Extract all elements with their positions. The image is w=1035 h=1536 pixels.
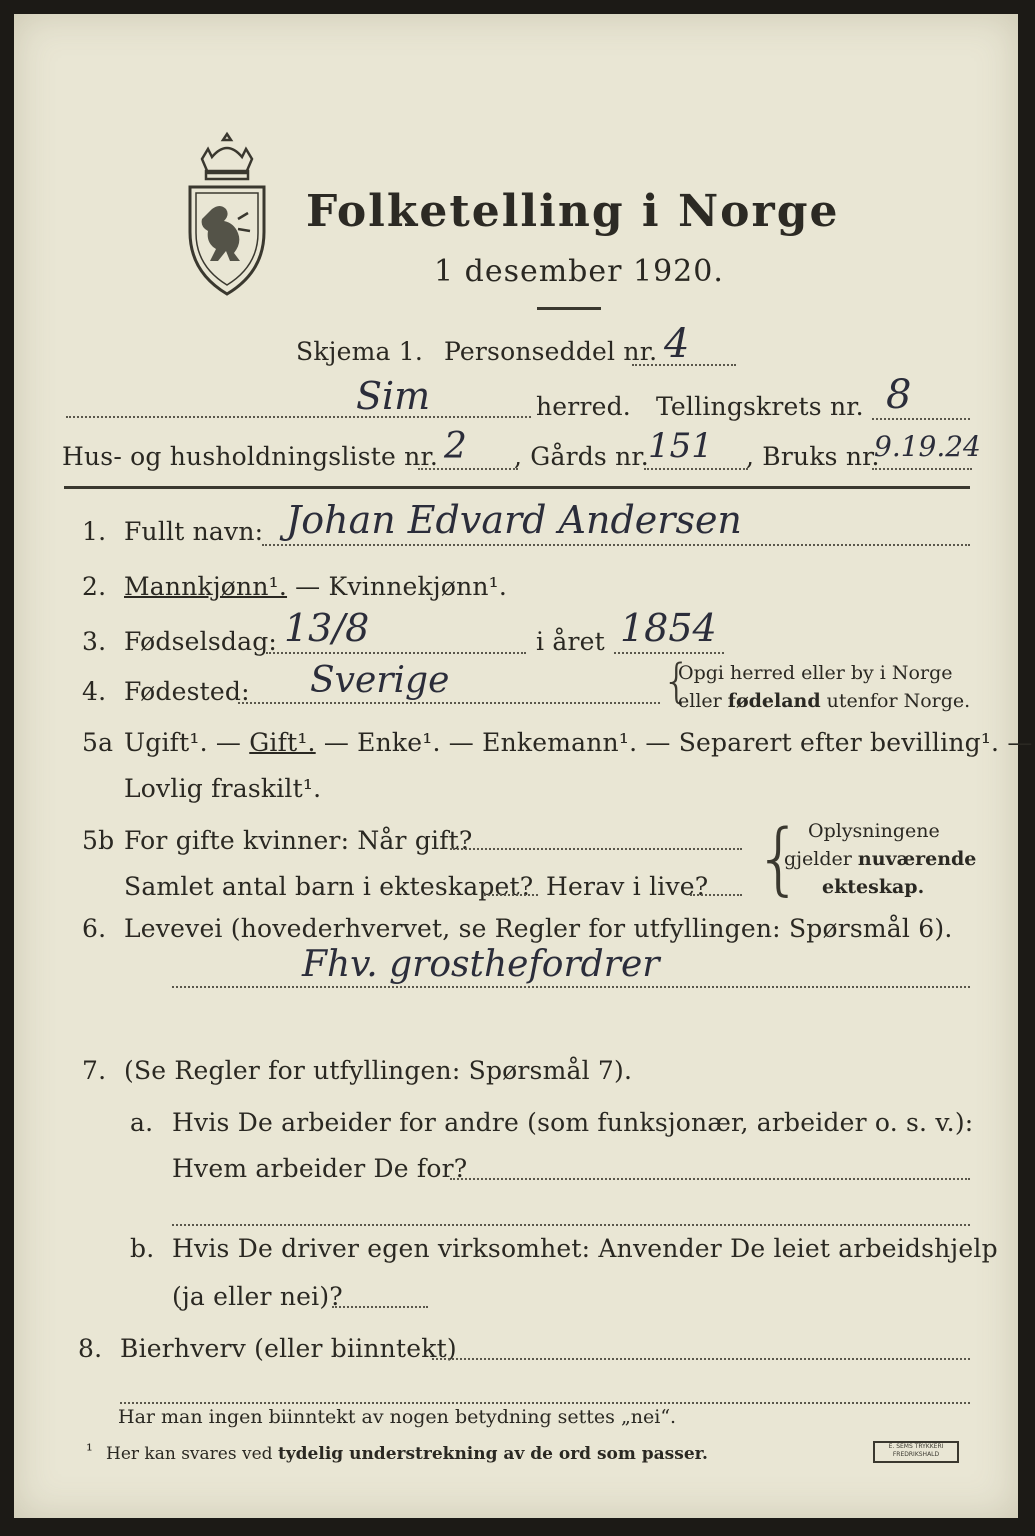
q5b-note3: ekteskap. <box>822 876 925 898</box>
census-date: 1 desember 1920. <box>434 254 724 289</box>
q5a-options <box>124 728 1033 757</box>
q5b-line2a: Samlet antal barn i ekteskapet? <box>124 872 534 901</box>
hus-label: Hus- og husholdningsliste nr. <box>62 442 439 471</box>
q7a-line2: Hvem arbeider De for? <box>172 1154 468 1183</box>
q5b-line1-dots <box>450 848 742 850</box>
q7a-line2-dots <box>450 1178 970 1180</box>
q4-note2-b: fødeland <box>727 690 821 712</box>
q1-line <box>262 544 970 546</box>
q5b-note2 <box>784 848 976 870</box>
q2-options <box>124 572 507 601</box>
title-divider <box>537 307 601 310</box>
q5b-line2b-dots <box>690 894 742 896</box>
q5b-note2-b: nuværende <box>857 848 977 870</box>
q6-label: Levevei (hovederhvervet, se Regler for utfyllingen: Spørsmål 6). <box>124 914 953 943</box>
header-rule <box>64 486 970 489</box>
bruks-label: , Bruks nr. <box>746 442 880 471</box>
q4-value: Sverige <box>310 660 450 701</box>
personseddel-value: 4 <box>664 321 690 367</box>
tellingskrets-label: Tellingskrets nr. <box>656 392 864 421</box>
gards-line <box>644 468 748 470</box>
q5b-line2a-dots <box>484 894 538 896</box>
tellingskrets-value: 8 <box>886 372 912 418</box>
q3-year-label: i året <box>536 627 605 656</box>
q2-sep: — <box>287 572 329 601</box>
q4-note2 <box>678 690 970 712</box>
q5b-number: 5b <box>82 826 115 855</box>
q4-label: Fødested: <box>124 677 250 706</box>
q8-extra-dots <box>120 1402 970 1404</box>
stamp-line2: FREDRIKSHALD <box>892 1451 940 1458</box>
hus-line <box>418 468 518 470</box>
q1-value: Johan Edvard Andersen <box>286 498 742 542</box>
gards-label: , Gårds nr. <box>514 442 649 471</box>
skjema-label: Skjema 1. <box>296 337 424 366</box>
q3-value: 13/8 <box>284 606 370 650</box>
q7b-line2-dots <box>332 1306 428 1308</box>
q6-number: 6. <box>82 914 107 943</box>
q7b-line2: (ja eller nei)? <box>172 1282 343 1311</box>
footnote-mark: ¹ <box>86 1441 93 1461</box>
q4-note1: Opgi herred eller by i Norge <box>678 662 953 684</box>
bruks-value: 9.19.24 <box>874 430 981 463</box>
q7a-number: a. <box>130 1108 154 1137</box>
q6-value: Fhv. grosthefordrer <box>302 944 660 985</box>
q4-note2-c: utenfor Norge. <box>820 690 971 712</box>
footnote-text-a: Her kan svares ved <box>106 1444 278 1464</box>
q8-label: Bierhverv (eller biinntekt) <box>120 1334 457 1363</box>
herred-value: Sim <box>356 374 431 418</box>
printer-stamp <box>873 1441 959 1463</box>
q7a-extra-dots <box>172 1224 970 1226</box>
census-form <box>14 14 1033 1518</box>
hus-value: 2 <box>444 426 467 467</box>
q2-mann: Mannkjønn¹. <box>124 572 288 601</box>
q4-number: 4. <box>82 677 107 706</box>
q5b-note2-a: gjelder <box>784 848 858 870</box>
q3-label: Fødselsdag: <box>124 627 278 656</box>
q5a-number: 5a <box>82 728 114 757</box>
q8-number: 8. <box>78 1334 103 1363</box>
herred-label: herred. <box>536 392 631 421</box>
q8-note: Har man ingen biinntekt av nogen betydning settes „nei“. <box>118 1406 677 1428</box>
tellingskrets-line <box>872 418 970 420</box>
q4-note2-a: eller <box>678 690 728 712</box>
q6-line <box>172 986 970 988</box>
q4-line <box>238 702 660 704</box>
q3-year-value: 1854 <box>620 606 717 650</box>
q5b-brace: { <box>754 814 804 904</box>
q2-kvinne: Kvinnekjønn¹. <box>328 572 508 601</box>
bruks-line <box>872 468 972 470</box>
q2-number: 2. <box>82 572 107 601</box>
q5b-line2b: Herav i live? <box>546 872 709 901</box>
personseddel-label: Personseddel nr. <box>444 337 658 366</box>
q7-number: 7. <box>82 1056 107 1085</box>
q1-number: 1. <box>82 517 107 546</box>
q3-line <box>266 652 526 654</box>
q4-brace: { <box>662 654 692 708</box>
gards-value: 151 <box>648 426 713 466</box>
form-title: Folketelling i Norge <box>306 186 840 237</box>
coat-of-arms-icon <box>182 129 272 299</box>
q5a-gift: Gift¹. <box>249 728 316 757</box>
q7b-number: b. <box>130 1234 155 1263</box>
herred-line <box>66 416 531 418</box>
stamp-line1: E. SEMS TRYKKERI <box>888 1443 944 1450</box>
q5a-ugift: Ugift¹. <box>124 728 208 757</box>
q5b-note1: Oplysningene <box>808 820 940 842</box>
q7b-line1: Hvis De driver egen virksomhet: Anvender De leiet arbeidshjelp <box>172 1234 998 1263</box>
q5a-line2: Lovlig fraskilt¹. <box>124 774 322 803</box>
q7-label: (Se Regler for utfyllingen: Spørsmål 7). <box>124 1056 633 1085</box>
q1-label: Fullt navn: <box>124 517 264 546</box>
q7a-line1: Hvis De arbeider for andre (som funksjonær, arbeider o. s. v.): <box>172 1108 974 1137</box>
q8-line <box>432 1358 970 1360</box>
q3-number: 3. <box>82 627 107 656</box>
footnote-text <box>106 1444 708 1464</box>
q5a-sep: — <box>207 728 250 757</box>
q5b-line1: For gifte kvinner: Når gift? <box>124 826 473 855</box>
footnote-text-b: tydelig understrekning av de ord som passer. <box>277 1444 708 1464</box>
q5a-rest: — Enke¹. — Enkemann¹. — Separert efter bevilling¹. — <box>315 728 1033 757</box>
